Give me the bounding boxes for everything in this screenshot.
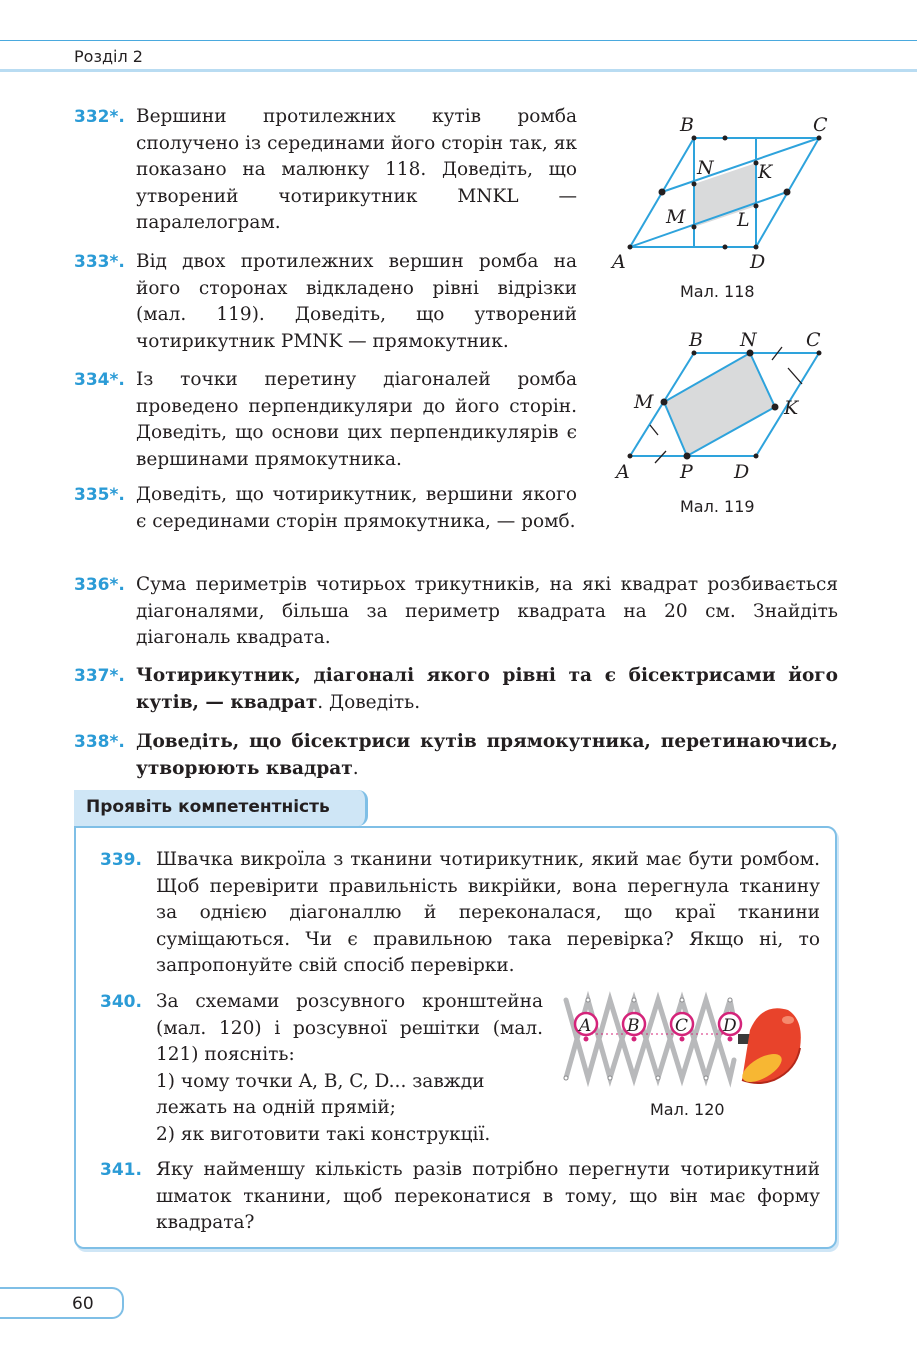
task-text: Із точки перетину діагоналей ромба проведено перпендикуляри до його сторін. Доведіть, що основи цих перпендикулярів є вершинами прямокутника. bbox=[136, 369, 577, 470]
task-335 bbox=[74, 482, 577, 535]
task-336 bbox=[74, 572, 838, 652]
task-item-1: 1) чому точки A, B, C, D... завжди лежать на одній прямій; bbox=[156, 1070, 485, 1118]
task-number: 334*. bbox=[74, 370, 125, 390]
figure-120 bbox=[562, 990, 812, 1090]
task-intro: За схемами розсувного кронштейна (мал. 120) і розсувної решітки (мал. 121) поясніть: bbox=[156, 991, 543, 1065]
task-339 bbox=[100, 847, 820, 980]
task-text bbox=[74, 663, 838, 716]
task-rest-text: . Доведіть. bbox=[317, 691, 421, 713]
figure-120-caption: Мал. 120 bbox=[650, 1100, 725, 1119]
task-333 bbox=[74, 249, 577, 355]
competence-tab bbox=[74, 790, 368, 826]
label-k: K bbox=[784, 397, 799, 419]
task-number: 336*. bbox=[74, 575, 125, 595]
label-k: K bbox=[758, 161, 773, 183]
task-text: Від двох протилежних вершин ромба на його сторонах відкладено рівні відрізки (мал. 119). Доведіть, що утворений чотирикутник PMNK — прямокутник. bbox=[136, 251, 577, 352]
label-a: A bbox=[616, 461, 630, 483]
task-338 bbox=[74, 729, 838, 782]
task-number: 338*. bbox=[74, 732, 125, 752]
task-number: 340. bbox=[100, 992, 142, 1012]
label-d: D bbox=[734, 461, 750, 483]
bracket-arms bbox=[566, 1000, 734, 1078]
page-number: 60 bbox=[72, 1294, 94, 1314]
task-number: 339. bbox=[100, 850, 142, 870]
label-c: C bbox=[675, 1016, 689, 1036]
label-n: N bbox=[697, 157, 714, 179]
task-number: 333*. bbox=[74, 252, 125, 272]
figure-119-caption: Мал. 119 bbox=[680, 497, 755, 516]
label-d: D bbox=[723, 1016, 737, 1036]
chapter-title: Розділ 2 bbox=[74, 47, 143, 66]
label-l: L bbox=[737, 209, 750, 231]
label-c: C bbox=[806, 329, 821, 351]
figure-118-caption: Мал. 118 bbox=[680, 282, 755, 301]
task-text: Доведіть, що чотирикутник, вершини якого є серединами сторін прямокутника, — ромб. bbox=[136, 484, 577, 532]
figure-118 bbox=[600, 108, 850, 278]
label-b: B bbox=[680, 114, 694, 136]
task-number: 337*. bbox=[74, 666, 125, 686]
task-text bbox=[74, 729, 838, 782]
label-n: N bbox=[740, 329, 757, 351]
task-bold-text: Доведіть, що бісектриси кутів прямокутника, перетинаючись, утворюють квадрат bbox=[136, 731, 838, 779]
rectangle-pmnk bbox=[664, 353, 775, 456]
page-number-box bbox=[0, 1287, 124, 1319]
competence-title: Проявіть компетентність bbox=[86, 797, 330, 817]
task-337 bbox=[74, 663, 838, 716]
label-c: C bbox=[813, 114, 828, 136]
task-body bbox=[100, 989, 543, 1148]
task-text: Яку найменшу кількість разів потрібно перегнути чотирикутний шматок тканини, щоб переконатися в тому, що він має форму квадрата? bbox=[156, 1159, 820, 1233]
task-item-2: 2) як виготовити такі конструкції. bbox=[156, 1123, 491, 1145]
task-bold-text: Чотирикутник, діагоналі якого рівні та є бісектрисами його кутів, — квадрат bbox=[136, 665, 838, 713]
task-text: Сума периметрів чотирьох трикутників, на які квадрат розбивається діагоналями, більша за периметр квадрата на 20 см. Знайдіть діагональ квадрата. bbox=[136, 574, 838, 648]
label-a: A bbox=[612, 251, 626, 273]
label-b: B bbox=[689, 329, 703, 351]
label-p: P bbox=[680, 461, 693, 483]
task-number: 332*. bbox=[74, 107, 125, 127]
task-332 bbox=[74, 104, 577, 237]
chapter-header bbox=[0, 40, 917, 72]
task-334 bbox=[74, 367, 577, 473]
task-number: 341. bbox=[100, 1160, 142, 1180]
lamp-icon bbox=[738, 1008, 801, 1087]
label-m: M bbox=[634, 391, 654, 413]
label-b: B bbox=[627, 1016, 640, 1036]
label-m: M bbox=[666, 206, 686, 228]
figure-119 bbox=[600, 326, 850, 491]
task-rest-text: . bbox=[352, 757, 359, 779]
task-number: 335*. bbox=[74, 485, 125, 505]
task-text: Швачка викроїла з тканини чотирикутник, який має бути ромбом. Щоб перевірити правильність викрійки, вона перегнула тканину за однією діагоналлю й переконалася, що краї тканини суміщаються. Чи є правильною така перевірка? Якщо ні, то запропонуйте свій спосіб перевірки. bbox=[156, 849, 820, 976]
label-d: D bbox=[750, 251, 766, 273]
task-text: Вершини протилежних кутів ромба сполучено із серединами його сторін так, як показано на малюнку 118. Доведіть, що утворений чотирикутник MNKL — паралелограм. bbox=[136, 106, 577, 233]
task-340 bbox=[100, 989, 543, 1148]
label-a: A bbox=[579, 1016, 592, 1036]
task-341 bbox=[100, 1157, 820, 1237]
